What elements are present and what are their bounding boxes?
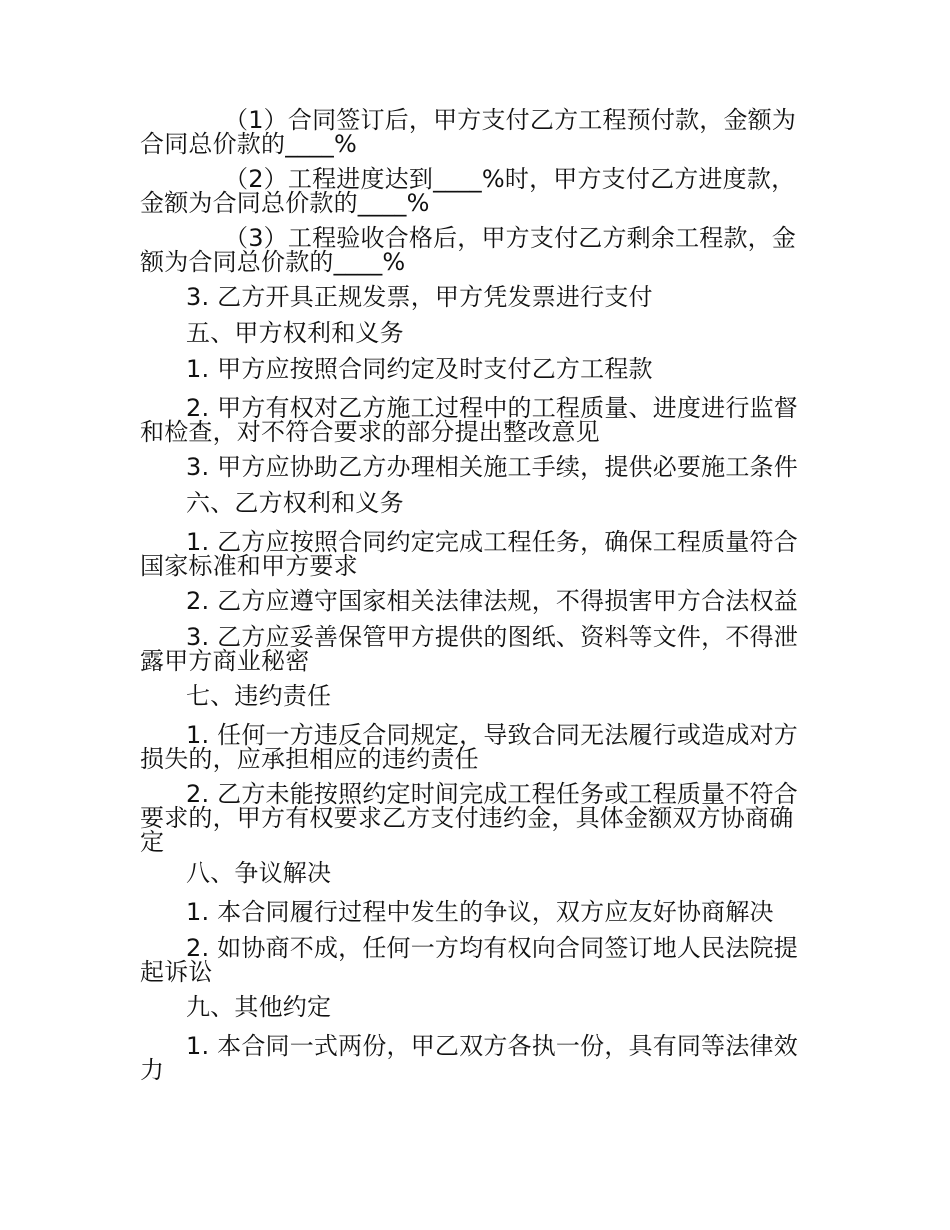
clause-party-a-3: 3. 甲方应协助乙方办理相关施工手续，提供必要施工条件 <box>186 453 798 481</box>
section-heading-dispute: 八、争议解决 <box>186 859 332 887</box>
clause-payment-progress: （2）工程进度达到____%时，甲方支付乙方进度款，金额为合同总价款的____% <box>140 165 796 217</box>
clause-dispute-2: 2. 如协商不成，任何一方均有权向合同签订地人民法院提起诉讼 <box>140 934 798 986</box>
section-heading-party-b: 六、乙方权利和义务 <box>186 489 404 517</box>
clause-party-a-2: 2. 甲方有权对乙方施工过程中的工程质量、进度进行监督和检查，对不符合要求的部分提出整改意见 <box>140 394 798 446</box>
section-heading-other: 九、其他约定 <box>186 993 332 1021</box>
section-heading-party-a: 五、甲方权利和义务 <box>186 319 404 347</box>
clause-breach-1: 1. 任何一方违反合同规定，导致合同无法履行或造成对方损失的，应承担相应的违约责任 <box>140 721 798 773</box>
clause-invoice: 3. 乙方开具正规发票，甲方凭发票进行支付 <box>186 283 653 311</box>
clause-dispute-1: 1. 本合同履行过程中发生的争议，双方应友好协商解决 <box>186 898 774 926</box>
clause-breach-2: 2. 乙方未能按照约定时间完成工程任务或工程质量不符合要求的，甲方有权要求乙方支付违约金，具体金额双方协商确定 <box>140 780 798 856</box>
clause-payment-final: （3）工程验收合格后，甲方支付乙方剩余工程款，金额为合同总价款的____% <box>140 224 797 276</box>
clause-other-1: 1. 本合同一式两份，甲乙双方各执一份，具有同等法律效力 <box>140 1032 798 1084</box>
section-heading-breach: 七、违约责任 <box>186 682 332 710</box>
clause-payment-advance: （1）合同签订后，甲方支付乙方工程预付款，金额为合同总价款的____% <box>140 106 797 158</box>
clause-party-b-1: 1. 乙方应按照合同约定完成工程任务，确保工程质量符合国家标准和甲方要求 <box>140 528 798 580</box>
clause-party-b-3: 3. 乙方应妥善保管甲方提供的图纸、资料等文件，不得泄露甲方商业秘密 <box>140 623 798 675</box>
clause-party-a-1: 1. 甲方应按照合同约定及时支付乙方工程款 <box>186 355 653 383</box>
clause-party-b-2: 2. 乙方应遵守国家相关法律法规，不得损害甲方合法权益 <box>186 587 798 615</box>
